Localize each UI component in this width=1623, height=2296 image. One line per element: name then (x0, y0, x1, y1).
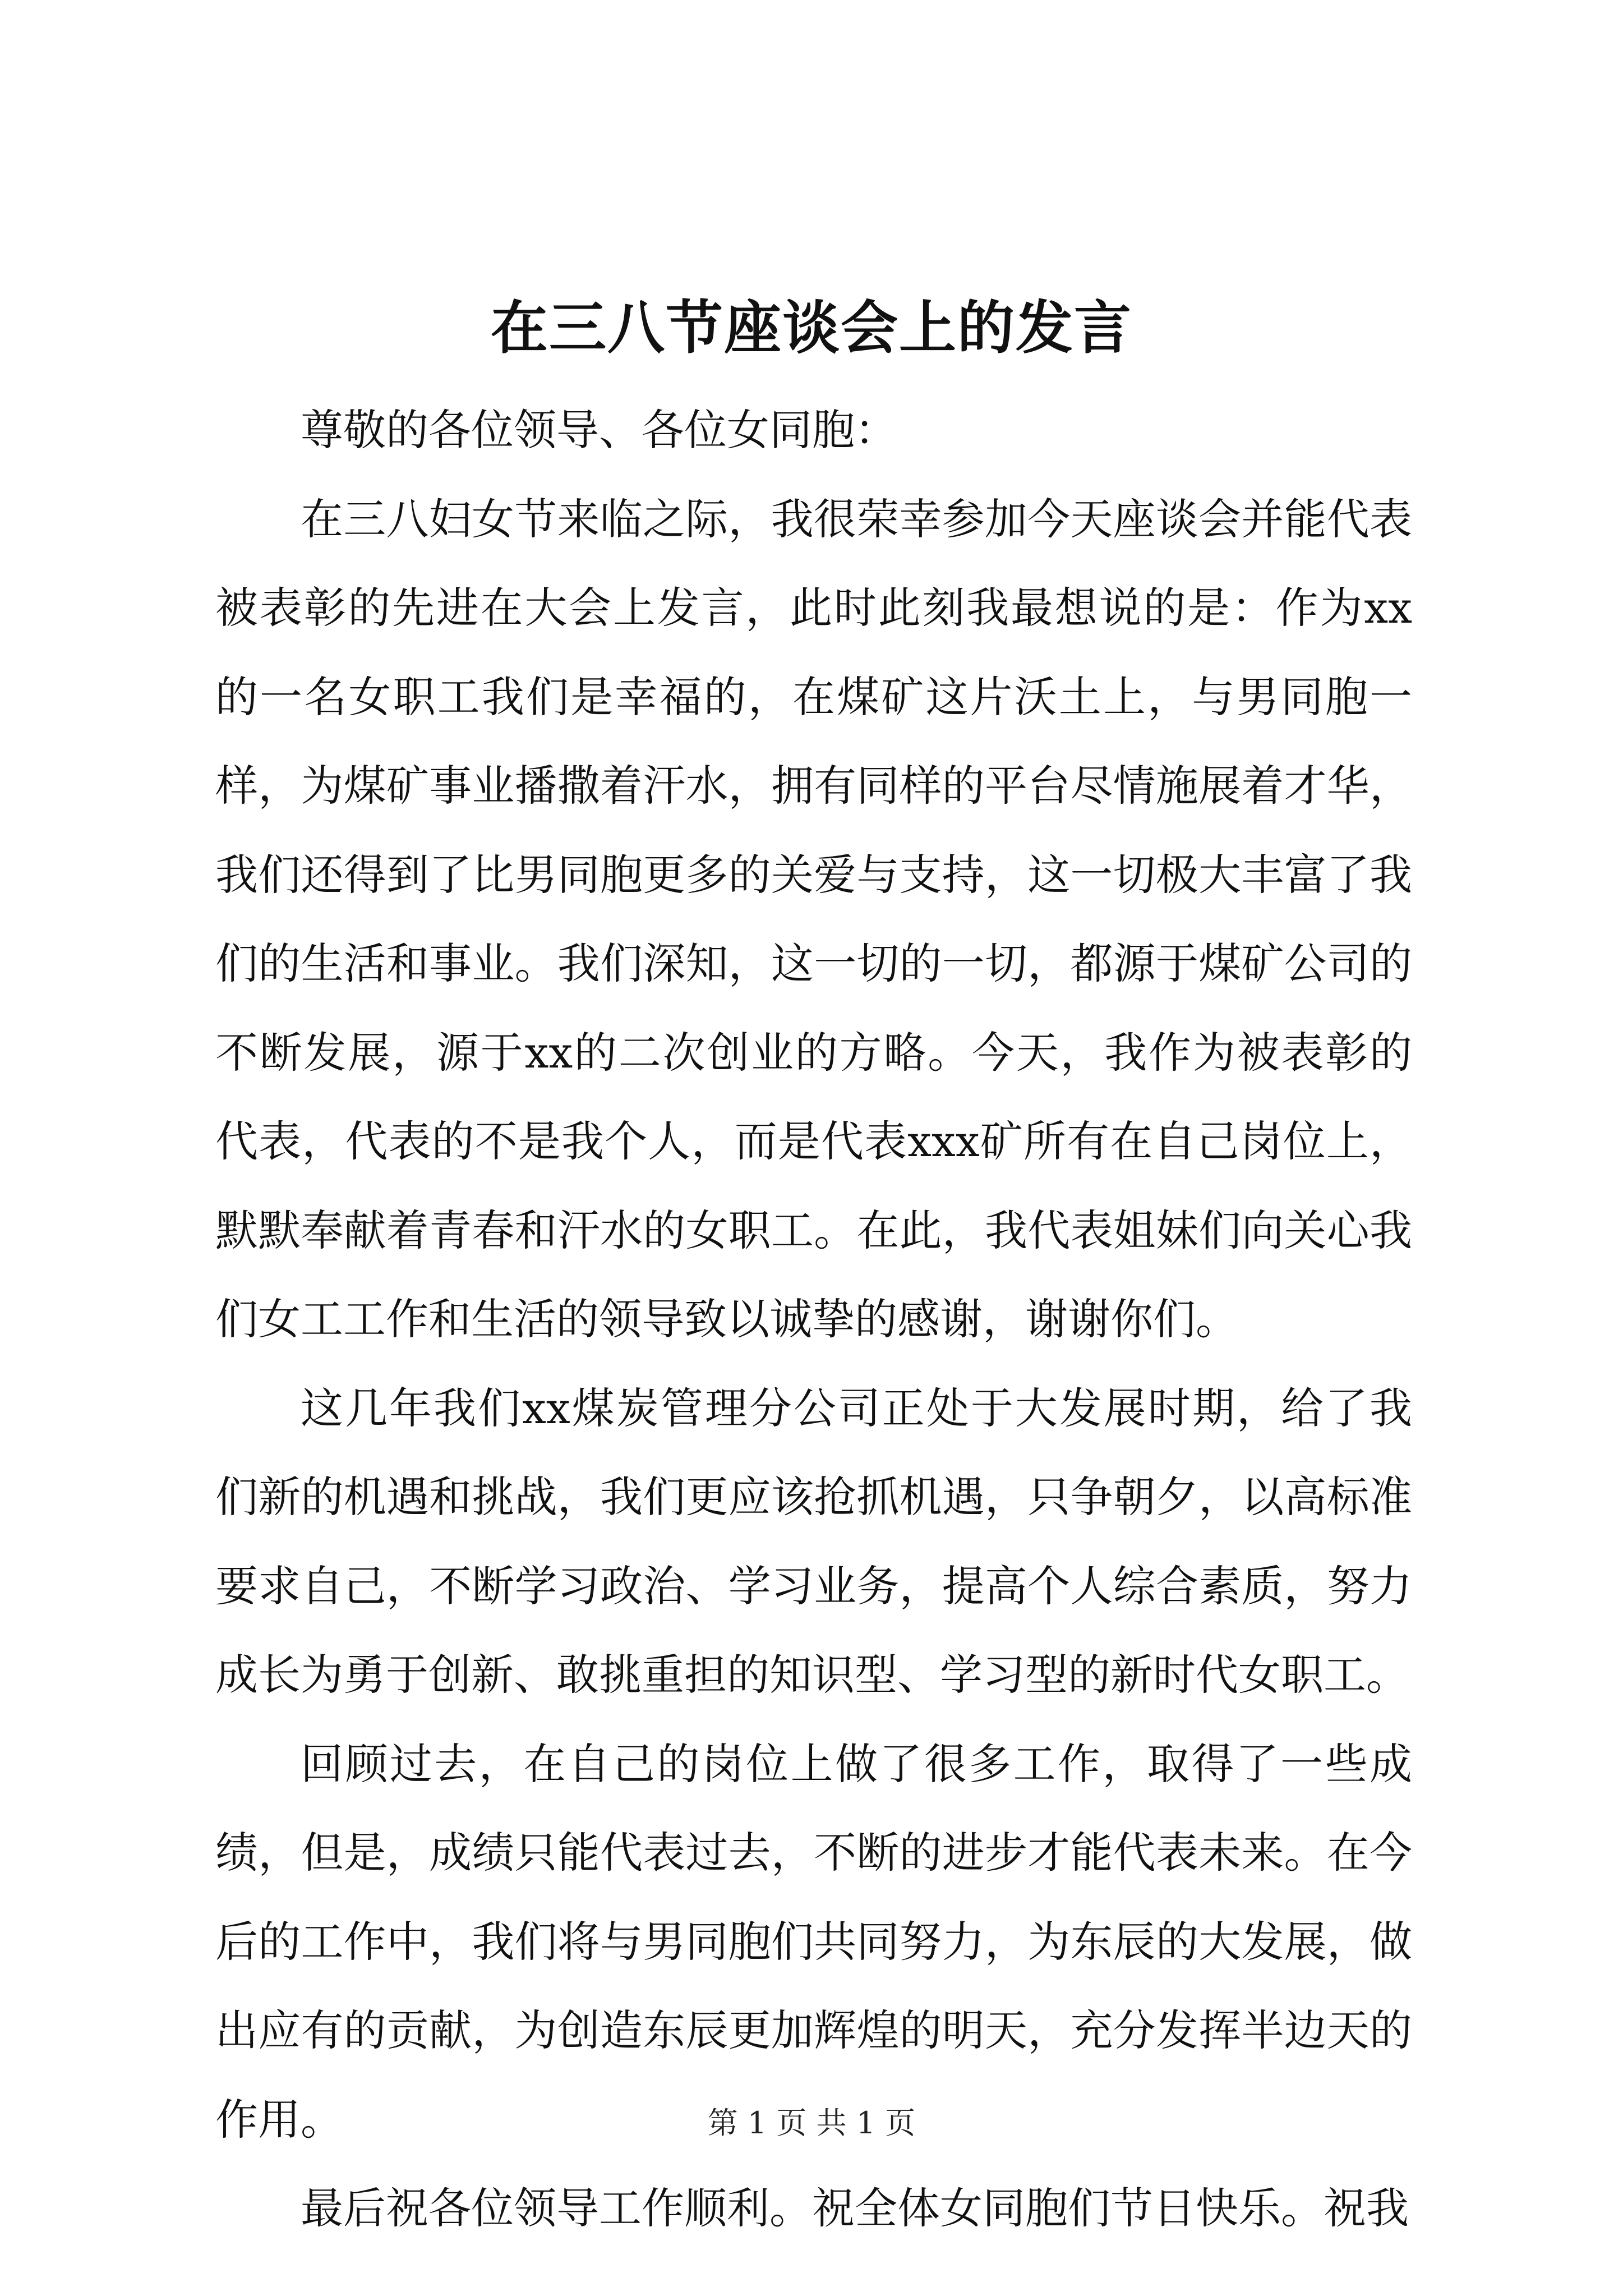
salutation: 尊敬的各位领导、各位女同胞： (301, 405, 897, 455)
paragraph-2: 这几年我们xx煤炭管理分公司正处于大发展时期，给了我们新的机遇和挑战，我们更应该抢抓机遇，只争朝夕，以高标准要求自己，不断学习政治、学习业务，提高个人综合素质，努力成长为勇于创新、敢挑重担的知识型、学习型的新时代女职工。 (215, 1383, 1412, 1700)
page-number-footer: 第 1 页 共 1 页 (707, 2105, 916, 2141)
paragraph-4: 最后祝各位领导工作顺利。祝全体女同胞们节日快乐。祝我 (301, 2183, 1409, 2233)
paragraph-3: 回顾过去，在自己的岗位上做了很多工作，取得了一些成绩，但是，成绩只能代表过去，不断的进步才能代表未来。在今后的工作中，我们将与男同胞们共同努力，为东辰的大发展，做出应有的贡献，为创造东辰更加辉煌的明天，充分发挥半边天的作用。 (215, 1738, 1412, 2145)
document-title: 在三八节座谈会上的发言 (491, 295, 1132, 362)
paragraph-1: 在三八妇女节来临之际，我很荣幸参加今天座谈会并能代表被表彰的先进在大会上发言，此时此刻我最想说的是：作为xx的一名女职工我们是幸福的，在煤矿这片沃土上，与男同胞一样，为煤矿事业播撒着汗水，拥有同样的平台尽情施展着才华，我们还得到了比男同胞更多的关爱与支持，这一切极大丰富了我们的生活和事业。我们深知，这一切的一切，都源于煤矿公司的不断发展，源于xx的二次创业的方略。今天，我作为被表彰的代表，代表的不是我个人，而是代表xxx矿所有在自己岗位上，默默奉献着青春和汗水的女职工。在此，我代表姐妹们向关心我们女工工作和生活的领导致以诚挚的感谢，谢谢你们。 (215, 494, 1412, 1344)
document-body (215, 386, 1412, 2253)
